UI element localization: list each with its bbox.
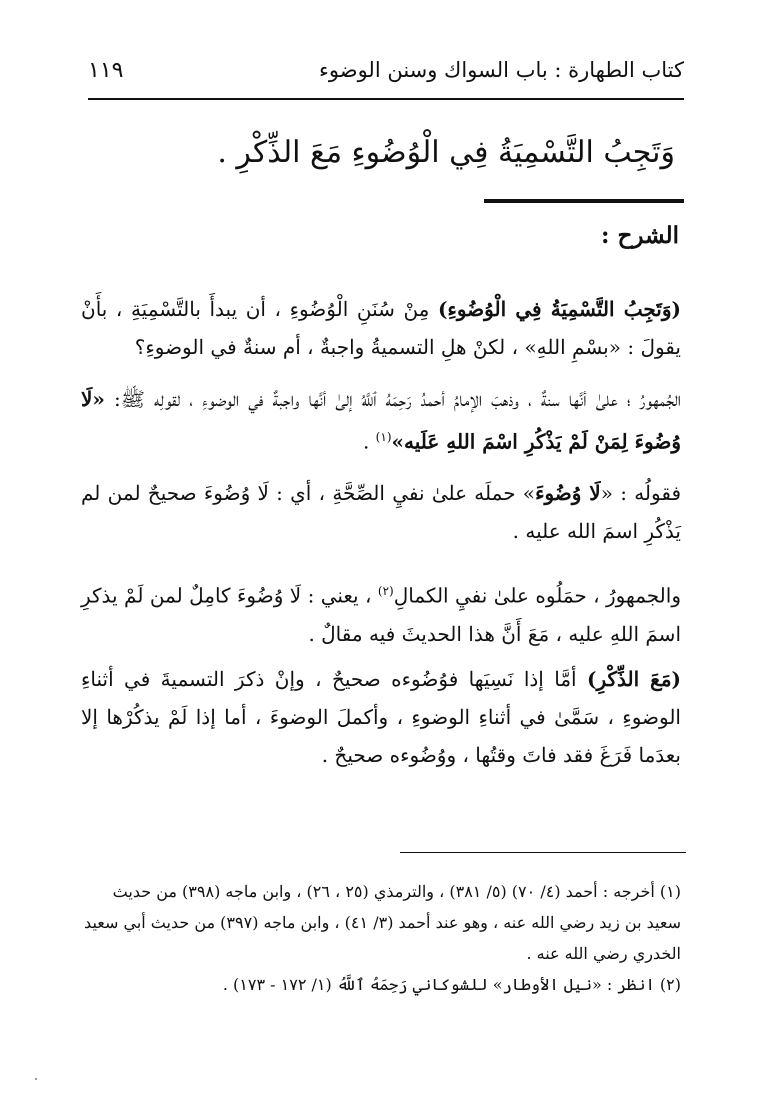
page-number: ١١٩ — [88, 58, 124, 83]
hadith-quote: «لَا وُضُوءَ لِمَنْ لَمْ يَذْكُرِ اسْمَ اللهِ عَلَيه» — [81, 387, 681, 454]
paragraph-2 — [81, 380, 681, 461]
paragraph-3-text: » حملَه علىٰ نفيِ الصِّحَّةِ ، أي : لَا وُضُوءَ صحيحٌ لمن لم يَذْكُرِ اسمَ الله عليه . — [81, 481, 681, 543]
footnote-1: (١) أخرجه : أحمد (٤/ ٧٠) (٥/ ٣٨١) ، والترمذي (٢٥ ، ٢٦) ، وابن ماجه (٣٩٨) من حديث سعيد بن زيد رضي الله عنه ، وهو عند أحمد (٣/ ٤١) ، وابن ماجه (٣٩٧) من حديث أبي سعيد الخدري رضي الله عنه . — [84, 882, 681, 963]
section-divider — [484, 199, 684, 203]
paragraph-4-text: والجمهورُ ، حمَلُوه علىٰ نفيِ الكمالِ — [393, 583, 681, 608]
paragraph-1-text: مِنْ سُنَنِ الْوُضُوءِ ، أن يبدأَ بالتَّسْمِيَةِ ، بأَنْ يقولَ : «بسْمِ اللهِ» ، لكنْ هلِ التسميةُ واجبةٌ ، أم سنةٌ في الوضوءِ؟ — [81, 297, 681, 359]
paragraph-5-lead: (مَعَ الذِّكْرِ) — [587, 667, 681, 691]
paragraph-3-pre: فقولُه : « — [600, 481, 682, 505]
paragraph-1 — [81, 290, 681, 366]
page-header — [88, 40, 684, 100]
paragraph-2-end: . — [362, 429, 376, 454]
paragraph-5 — [81, 660, 681, 774]
running-title: كتاب الطهارة : باب السواك وسنن الوضوء — [319, 58, 684, 82]
footnote-ref-2[interactable]: (٢) — [377, 584, 394, 598]
paragraph-3 — [81, 474, 681, 550]
paragraph-4 — [81, 572, 681, 653]
scan-speck — [35, 1078, 37, 1080]
matn-text: وَتَجِبُ التَّسْمِيَةُ فِي الْوُضُوءِ مَعَ الذِّكْرِ . — [217, 135, 675, 170]
paragraph-3-quote: لَا وُضُوءَ — [535, 481, 601, 505]
footnotes — [81, 876, 681, 1000]
footnote-2: (٢) انظر : «نيل الأوطار» للشوكاني رَحِمَهُ ٱللَّهُ (١/ ١٧٢ - ١٧٣) . — [222, 975, 681, 994]
footnote-rule — [400, 852, 686, 853]
paragraph-4-rest: ، يعني : لَا وُضُوءَ كامِلٌ لمن لَمْ يذكرِ اسمَ اللهِ عليه ، مَعَ أَنَّ هذا الحديثَ فيه مقالٌ . — [81, 583, 681, 646]
sharh-heading: الشرح : — [601, 222, 679, 249]
paragraph-2-text: الجُمهورُ ؛ علىٰ أنَّها سنةٌ ، وذهبَ الإمامُ أحمدُ رَحِمَهُ ٱللَّهُ إلىٰ أنَّها واجبةٌ في الوضوءِ ، لقولِه ﷺ: — [104, 387, 681, 411]
footnote-ref-1[interactable]: (١) — [375, 430, 392, 444]
paragraph-5-text: أمَّا إذا نَسِيَها فوُضُوءه صحيحٌ ، وإنْ ذكرَ التسميةَ في أثناءِ الوضوءِ ، سَمَّىٰ في أثناءِ الوضوءِ ، وأكملَ الوضوءَ ، أما إذا لَمْ يذكُرْها إلا بعدَما فَرَغَ فقد فاتَ وقتُها ، ووُضُوءه صحيحٌ . — [81, 667, 681, 767]
paragraph-1-lead: (وَتَجِبُ التَّسْمِيَةُ فِي الْوُضُوءِ) — [437, 297, 681, 321]
